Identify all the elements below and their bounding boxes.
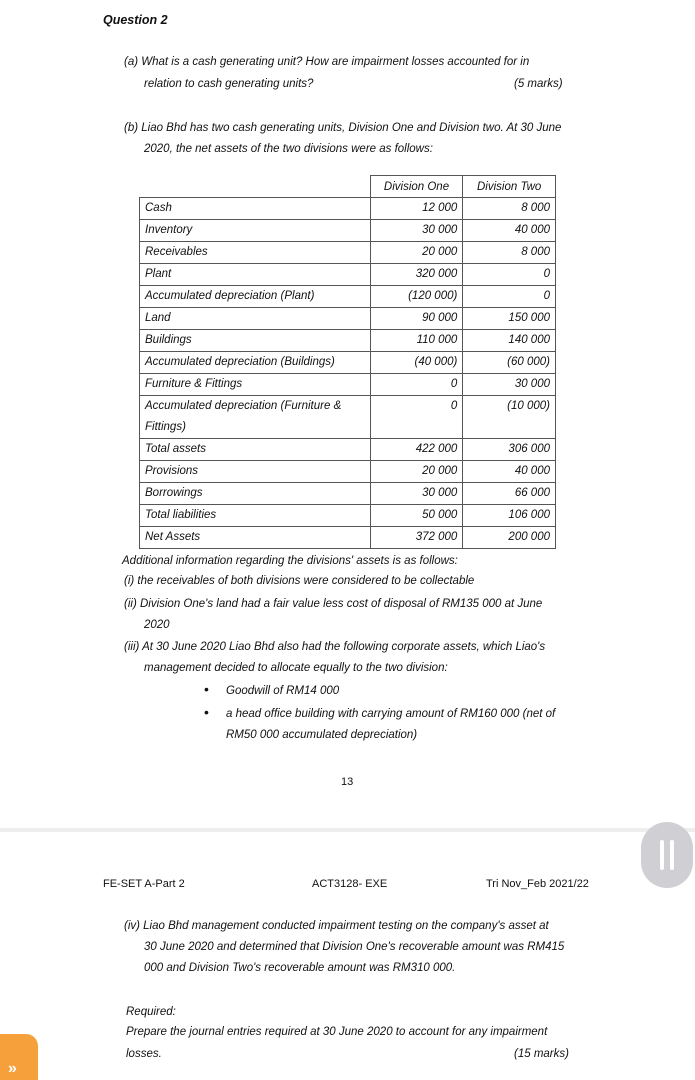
- division-two-value: 40 000: [463, 220, 556, 242]
- division-one-value: 50 000: [370, 505, 463, 527]
- division-one-value: 30 000: [370, 483, 463, 505]
- table-row: [140, 461, 556, 483]
- division-one-value: 30 000: [370, 220, 463, 242]
- table-row: [140, 352, 556, 374]
- page-number: 13: [341, 776, 354, 788]
- division-two-value: 8 000: [463, 242, 556, 264]
- division-one-value: 110 000: [370, 330, 463, 352]
- division-two-value: (60 000): [463, 352, 556, 374]
- part-iv-line1: (iv) Liao Bhd management conducted impairment testing on the company's asset at: [124, 920, 549, 932]
- row-label: Net Assets: [140, 527, 371, 549]
- footer-center: ACT3128- EXE: [312, 878, 388, 890]
- additional-item-ii-line1: (ii) Division One's land had a fair value less cost of disposal of RM135 000 at June: [124, 598, 543, 610]
- division-one-value: 0: [370, 396, 463, 439]
- expand-tab-button[interactable]: [0, 1034, 38, 1080]
- table-row: [140, 286, 556, 308]
- part-iv-line2: 30 June 2020 and determined that Division One's recoverable amount was RM415: [144, 941, 565, 953]
- table-row: [140, 374, 556, 396]
- division-two-value: 40 000: [463, 461, 556, 483]
- bullet2-line1: a head office building with carrying amount of RM160 000 (net of: [226, 708, 556, 720]
- table-row: [140, 242, 556, 264]
- division-two-value: 8 000: [463, 198, 556, 220]
- division-two-value: (10 000): [463, 396, 556, 439]
- row-label: Furniture & Fittings: [140, 374, 371, 396]
- row-label: Inventory: [140, 220, 371, 242]
- division-one-value: 12 000: [370, 198, 463, 220]
- division-two-value: 306 000: [463, 439, 556, 461]
- required-marks: (15 marks): [514, 1048, 569, 1060]
- table-row: [140, 264, 556, 286]
- header-division-one: Division One: [370, 176, 463, 198]
- row-label: Land: [140, 308, 371, 330]
- division-two-value: 66 000: [463, 483, 556, 505]
- part-iv-line3: 000 and Division Two's recoverable amount was RM310 000.: [144, 962, 456, 974]
- part-a-line1: (a) What is a cash generating unit? How are impairment losses accounted for in: [124, 56, 530, 68]
- bullet1-text: Goodwill of RM14 000: [226, 685, 340, 697]
- bullet2-line2: RM50 000 accumulated depreciation): [226, 729, 418, 741]
- division-one-value: (40 000): [370, 352, 463, 374]
- additional-item-ii-line2: 2020: [144, 619, 170, 631]
- required-line1: Prepare the journal entries required at 30 June 2020 to account for any impairment: [126, 1026, 548, 1038]
- table-body: [140, 198, 556, 549]
- pause-button[interactable]: [641, 822, 693, 888]
- division-two-value: 106 000: [463, 505, 556, 527]
- table-row: [140, 308, 556, 330]
- bullet-icon: •: [204, 681, 209, 697]
- row-label: Accumulated depreciation (Plant): [140, 286, 371, 308]
- page-divider: [0, 828, 695, 832]
- table-row: [140, 330, 556, 352]
- required-label: Required:: [126, 1006, 176, 1018]
- division-two-value: 150 000: [463, 308, 556, 330]
- division-one-value: 90 000: [370, 308, 463, 330]
- table-row: [140, 396, 556, 439]
- division-one-value: 320 000: [370, 264, 463, 286]
- additional-item-iii-line1: (iii) At 30 June 2020 Liao Bhd also had the following corporate assets, which Liao's: [124, 641, 546, 653]
- division-one-value: 422 000: [370, 439, 463, 461]
- row-label: Accumulated depreciation (Furniture & Fittings): [140, 396, 371, 439]
- division-two-value: 200 000: [463, 527, 556, 549]
- table-row: [140, 220, 556, 242]
- additional-item-iii-line2: management decided to allocate equally to the two division:: [144, 662, 448, 674]
- double-chevron-right-icon: »: [8, 1060, 17, 1077]
- required-line2: losses.: [126, 1048, 162, 1060]
- row-label: Receivables: [140, 242, 371, 264]
- division-one-value: 20 000: [370, 242, 463, 264]
- division-two-value: 140 000: [463, 330, 556, 352]
- part-a-line2: relation to cash generating units?: [144, 78, 314, 90]
- division-one-value: 0: [370, 374, 463, 396]
- table-row: [140, 483, 556, 505]
- row-label: Buildings: [140, 330, 371, 352]
- table-row: [140, 527, 556, 549]
- row-label: Total assets: [140, 439, 371, 461]
- row-label: Borrowings: [140, 483, 371, 505]
- division-two-value: 30 000: [463, 374, 556, 396]
- division-one-value: 372 000: [370, 527, 463, 549]
- part-a-marks: (5 marks): [514, 78, 563, 90]
- bullet-icon: •: [204, 704, 209, 720]
- header-division-two: Division Two: [463, 176, 556, 198]
- footer-left: FE-SET A-Part 2: [103, 878, 185, 890]
- division-one-value: (120 000): [370, 286, 463, 308]
- footer-right: Tri Nov_Feb 2021/22: [486, 878, 589, 890]
- part-b-line1: (b) Liao Bhd has two cash generating units, Division One and Division two. At 30 June: [124, 122, 562, 134]
- table-row: [140, 439, 556, 461]
- table-row: [140, 198, 556, 220]
- row-label: Plant: [140, 264, 371, 286]
- question-title: Question 2: [103, 13, 168, 27]
- net-assets-table: [139, 175, 556, 549]
- table-row: [140, 505, 556, 527]
- table-corner: [140, 176, 371, 198]
- additional-intro: Additional information regarding the divisions' assets is as follows:: [122, 555, 458, 567]
- part-b-line2: 2020, the net assets of the two divisions were as follows:: [144, 143, 433, 155]
- division-one-value: 20 000: [370, 461, 463, 483]
- division-two-value: 0: [463, 286, 556, 308]
- row-label: Accumulated depreciation (Buildings): [140, 352, 371, 374]
- row-label: Cash: [140, 198, 371, 220]
- division-two-value: 0: [463, 264, 556, 286]
- row-label: Provisions: [140, 461, 371, 483]
- additional-item-i: (i) the receivables of both divisions were considered to be collectable: [124, 575, 475, 587]
- row-label: Total liabilities: [140, 505, 371, 527]
